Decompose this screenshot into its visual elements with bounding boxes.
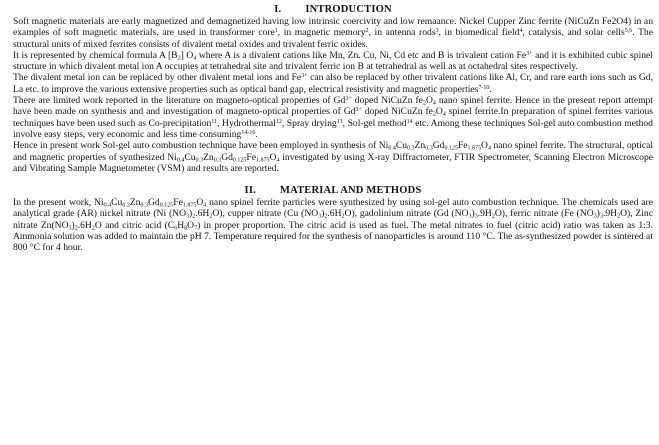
subscript: 0.4 (388, 145, 396, 152)
superscript: 3+ (526, 50, 533, 57)
subscript: 2 (617, 213, 621, 220)
subscript: 0.3 (195, 157, 204, 164)
subscript: 4 (193, 55, 197, 62)
subscript: 4 (276, 157, 280, 164)
subscript: 0.4 (176, 157, 185, 164)
paragraph: Soft magnetic materials are early magnetized and demagnetized having low intrinsic coercivity and low remaance. Nickel Cupper Zinc ferrite (NiCuZn Fe2O4) in an examples of soft magnetic materials, are used in transformer core$^1$, in magnetic memory$^2$, in antenna rods$^3$, in biomedical field$^4$, catalysis, and solar cells$^{5,6}$. The structural units of mixed ferrites consists of divalent metal oxides and trivalent ferric oxides. (13, 16, 653, 50)
subscript: 3 (186, 213, 190, 220)
section-title: INTRODUCTION (305, 4, 392, 15)
superscript: 14 (406, 118, 413, 125)
subscript: 0.125 (159, 202, 174, 209)
subscript: 3 (68, 225, 72, 232)
superscript: 12 (275, 118, 282, 125)
superscript: 5,6 (624, 28, 633, 35)
section-number: II. (244, 185, 256, 197)
superscript: 3+ (355, 107, 362, 114)
paragraph: It is represented by chemical formula A $[B_2]$ $O_4$ where A is a divalent cations like Mn, Zn. Cu, Ni, Cd etc and B is trivalent cation $Fe^{3+}$ and it is exhibited cubic spinel structure in which divalent metal ion A occupies at tetrahedral site and trivalent ferric ion B at tetrahedral as well as at octahedral sites respectively. (13, 49, 653, 73)
subscript: 4 (442, 111, 446, 118)
subscript: 2 (432, 111, 436, 118)
subscript: 3 (599, 213, 603, 220)
paragraph: Hence in present work Sol-gel auto combustion technique have been employed in synthesis of $Ni_{0.4}Cu_{0.3}Zn_{0.3}Gd_{0.125}Fe_{1.875}O_4$ nano spinel ferrite. The structural, optical and magnetic properties of synthesized $Ni_{0.4}Cu_{0.3}Zn_{0.3}Gd_{0.125}Fe_{1.875}O_4$ investigated by using X-ray Diffractometer, FTIR Spectrometer, Scanning Electron Microscope and Vibrating Sample Magnetometer (VSM) and results are reported. (13, 140, 654, 174)
section-number: I. (274, 4, 282, 15)
superscript: 3+ (301, 73, 308, 80)
superscript: 1 (274, 28, 278, 35)
section-heading-introduction (13, 3, 653, 16)
subscript: 0.3 (122, 202, 130, 209)
subscript: 3 (474, 213, 478, 220)
superscript: 3+ (345, 96, 352, 103)
superscript: 14-16 (241, 129, 256, 136)
superscript: 2 (365, 28, 369, 35)
subscript: 4 (432, 100, 436, 107)
subscript: 1.875 (467, 145, 482, 152)
subscript: 0.125 (444, 145, 458, 152)
subscript: 1.875 (182, 202, 197, 209)
subscript: 1.875 (256, 157, 270, 164)
paragraph: The divalent metal ion can be replaced by other divalent metal ions and $Fe^{3+}$ can also be replaced by other trivalent cations like Al, Cr, and rare earth ions such as Gd, La etc. to improve the various extensive properties such as optical band gap, electrical resistivity and magnetic properties$^{7-10}$. (13, 72, 653, 95)
subscript: 0.4 (103, 202, 112, 209)
subscript: 3 (468, 213, 472, 220)
superscript: 11 (211, 118, 218, 125)
subscript: 2 (422, 100, 426, 107)
superscript: 3 (435, 28, 439, 35)
section-heading-methods (13, 184, 653, 197)
subscript: 8 (184, 225, 188, 232)
subscript: 3 (593, 213, 597, 220)
subscript: 2 (74, 225, 78, 232)
subscript: 0.3 (407, 145, 415, 152)
methods-body (13, 197, 653, 253)
paragraph: In the present work, $Ni_{0.4}Cu_{0.3}Zn_{0.3}Gd_{0.125}Fe_{1.875}O_4$ nano spinel ferrite particles were synthesized by using sol-gel auto combustion technique. The chemicals used are analytical grade (AR) nickel nitrate (Ni $(NO_3)_2.6H_2O$), cupper nitrate (Cu $(NO_3)_2.6H_2O$), gadolinium nitrate (Gd $(NO_3)_3.9H_2O$), ferric nitrate (Fe $(NO_3)_3.9H_2O$), Zinc nitrate $Zn(NO_3)_2.6H_2O$ and citric acid $(C_6H_8O_7)$ in proper proportion. The citric acid is used as fuel. The metal nitrates to fuel (citric acid) ratio was taken as 1:3. Ammonia solution was added to maintain the pH 7. Temperature required for the synthesis of nanoparticles is around 110 °C. The as-synthesized powder is sintered at 800 °C for 4 hour. (13, 197, 653, 254)
subscript: 3 (318, 213, 322, 220)
subscript: 2 (192, 213, 196, 220)
subscript: 2 (491, 213, 495, 220)
subscript: 0.3 (425, 145, 433, 152)
subscript: 2 (177, 55, 181, 62)
superscript: 13 (336, 118, 343, 125)
subscript: 6 (174, 225, 178, 232)
superscript: 4 (519, 28, 523, 35)
paragraph: There are limited work reported in the literature on magneto-optical properties of $Gd^{3+}$ doped NiCuZn $fe_2O_4$ nano spinel ferrite. Hence in the present report attempt have been made on synthesis and and investigation of magneto-optical properties of $Gd^{3+}$ doped NiCuZn $fe_2O_4$ spinel ferrite.In preparation of spinel ferrites various techniques have been used such as Co-precipitation$^{11}$, Hydrothermal$^{12}$, Spray drying$^{13}$, Sol-gel method$^{14}$ etc. Among these techniques Sol-gel auto combustion method involve easy steps, very economic and less time consuming$^{14-16}$. (13, 95, 653, 140)
subscript: 2 (209, 213, 213, 220)
superscript: 7-10 (478, 84, 490, 91)
subscript: 2 (341, 213, 345, 220)
subscript: 4 (203, 202, 207, 209)
subscript: 2 (324, 213, 328, 220)
subscript: 0.125 (232, 157, 247, 164)
subscript: 2 (91, 225, 95, 232)
subscript: 0.3 (140, 202, 148, 209)
section-title: MATERIAL AND METHODS (279, 185, 422, 197)
subscript: 7 (194, 225, 198, 232)
introduction-body (13, 16, 653, 174)
subscript: 0.3 (213, 157, 222, 164)
subscript: 4 (487, 145, 491, 152)
